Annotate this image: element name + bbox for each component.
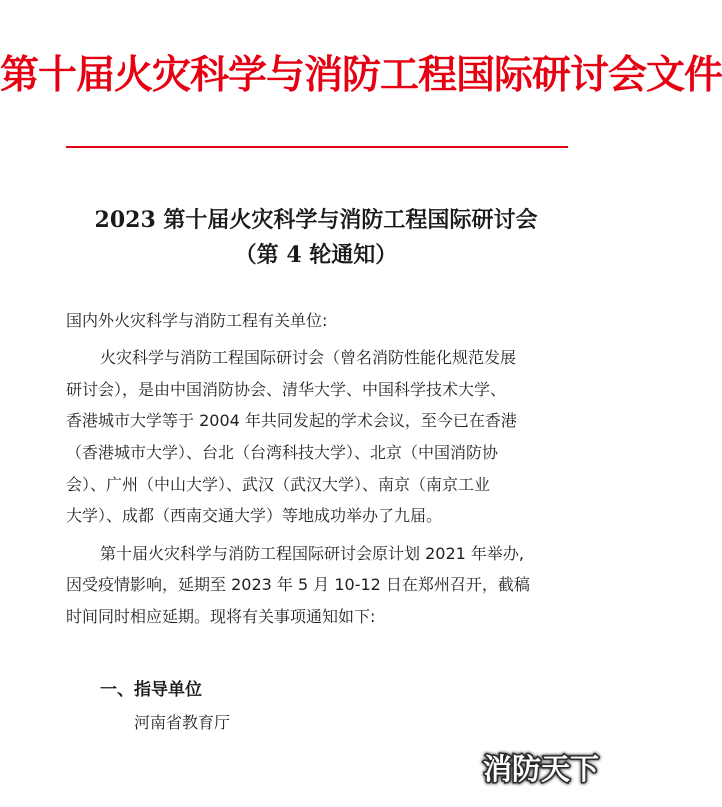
paragraph-1-line: 会）、广州（中山大学）、武汉（武汉大学）、南京（南京工业 [66, 475, 491, 494]
paragraph-2-line: 因受疫情影响，延期至 2023 年 5 月 10-12 日在郑州召开，截稿 [66, 575, 530, 594]
section-item-guidance-unit: 河南省教育厅 [134, 713, 231, 732]
watermark-logo [478, 746, 604, 790]
header-red-rule [66, 146, 568, 148]
watermark-text: 消防天下 [482, 752, 600, 786]
document-title: 2023 第十届火灾科学与消防工程国际研讨会 [94, 207, 538, 233]
document-header-title: 第十届火灾科学与消防工程国际研讨会文件 [0, 52, 722, 98]
paragraph-1-line: （香港城市大学）、台北（台湾科技大学）、北京（中国消防协 [66, 443, 499, 462]
paragraph-2-line: 第十届火灾科学与消防工程国际研讨会原计划 2021 年举办, [100, 544, 524, 563]
paragraph-1-line: 火灾科学与消防工程国际研讨会（曾名消防性能化规范发展 [100, 348, 517, 367]
paragraph-1-line: 大学）、成都（西南交通大学）等地成功举办了九届。 [66, 506, 443, 525]
salutation: 国内外火灾科学与消防工程有关单位: [66, 311, 328, 330]
paragraph-2-line: 时间同时相应延期。现将有关事项通知如下: [66, 607, 376, 626]
paragraph-1-line: 香港城市大学等于 2004 年共同发起的学术会议，至今已在香港 [66, 411, 517, 430]
document-subtitle: （第 4 轮通知） [234, 242, 398, 268]
section-heading-guidance: 一、指导单位 [100, 680, 202, 700]
paragraph-1-line: 研讨会），是由中国消防协会、清华大学、中国科学技术大学、 [66, 380, 507, 399]
